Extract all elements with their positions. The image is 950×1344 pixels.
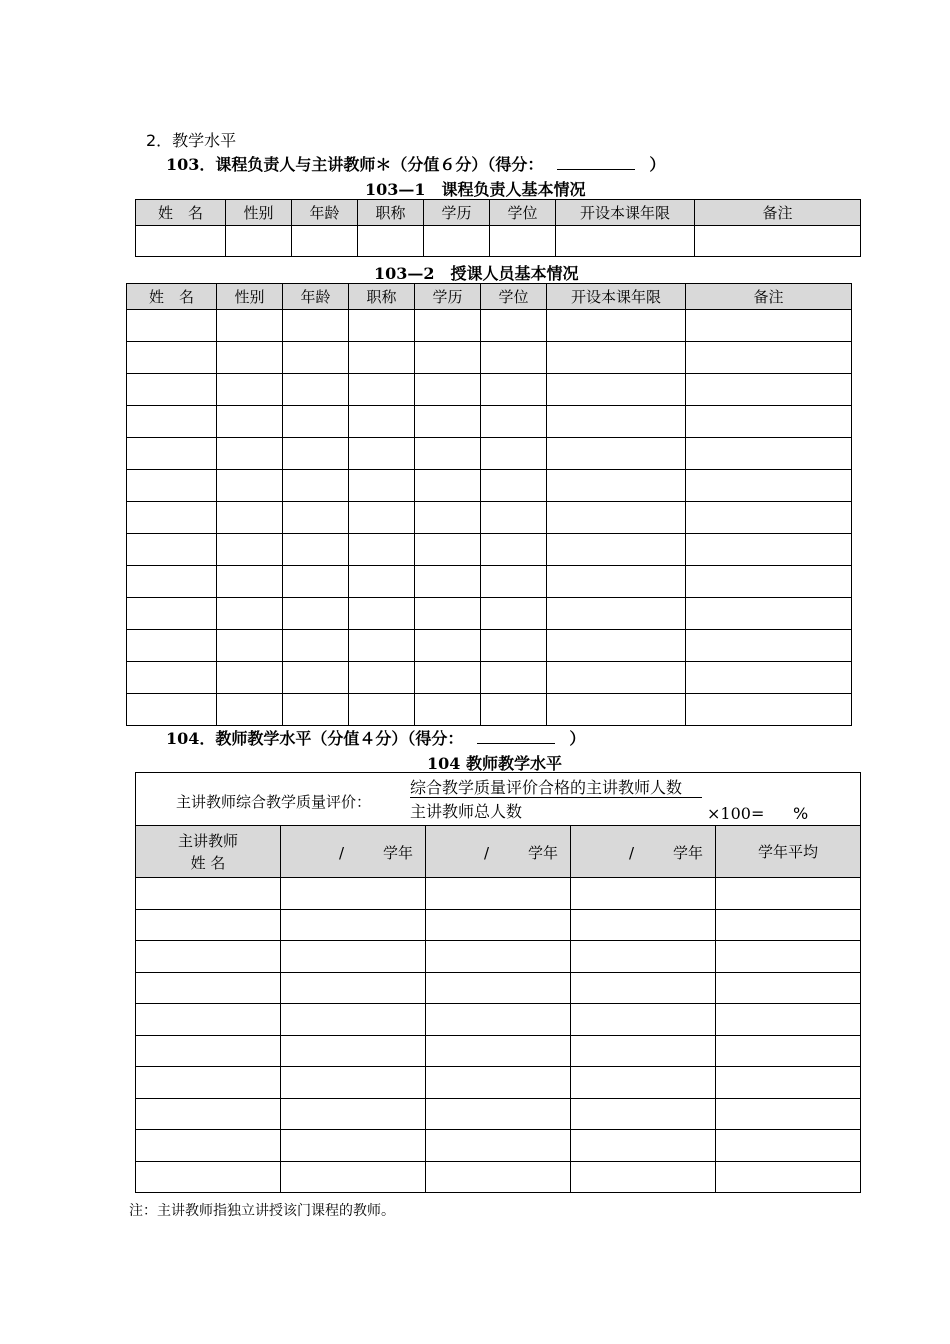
cell[interactable] xyxy=(686,342,852,374)
cell[interactable] xyxy=(686,566,852,598)
cell[interactable] xyxy=(695,226,861,257)
cell[interactable] xyxy=(571,909,716,941)
header-gender: 性别 xyxy=(226,200,292,226)
cell[interactable] xyxy=(349,630,415,662)
table-header xyxy=(136,200,861,226)
cell[interactable] xyxy=(426,972,571,1004)
cell[interactable] xyxy=(415,662,481,694)
cell[interactable] xyxy=(571,1130,716,1162)
cell[interactable] xyxy=(281,1161,426,1193)
cell[interactable] xyxy=(481,374,547,406)
cell[interactable] xyxy=(136,1161,281,1193)
cell[interactable] xyxy=(136,1035,281,1067)
cell[interactable] xyxy=(283,534,349,566)
header-degree: 学位 xyxy=(481,284,547,310)
table-row xyxy=(136,972,861,1004)
header-name: 姓 名 xyxy=(136,200,226,226)
fraction-numerator: 综合教学质量评价合格的主讲教师人数 xyxy=(410,778,683,797)
score-blank-104[interactable] xyxy=(477,729,555,744)
cell[interactable] xyxy=(283,470,349,502)
cell[interactable] xyxy=(349,566,415,598)
cell[interactable] xyxy=(556,226,695,257)
cell[interactable] xyxy=(349,470,415,502)
header-academic-year-2 xyxy=(426,826,571,878)
cell[interactable] xyxy=(716,1098,861,1130)
cell[interactable] xyxy=(415,438,481,470)
header-teacher-name xyxy=(136,826,281,878)
cell[interactable] xyxy=(349,438,415,470)
cell[interactable] xyxy=(686,438,852,470)
cell[interactable] xyxy=(281,1130,426,1162)
cell[interactable] xyxy=(136,226,226,257)
cell[interactable] xyxy=(426,1161,571,1193)
cell[interactable] xyxy=(481,310,547,342)
cell[interactable] xyxy=(547,406,686,438)
cell[interactable] xyxy=(426,1067,571,1099)
header-title: 职称 xyxy=(349,284,415,310)
cell[interactable] xyxy=(686,470,852,502)
cell[interactable] xyxy=(127,502,217,534)
cell[interactable] xyxy=(281,878,426,910)
table-row xyxy=(127,662,852,694)
cell[interactable] xyxy=(127,406,217,438)
table-row xyxy=(136,1161,861,1193)
header-degree: 学位 xyxy=(490,200,556,226)
cell[interactable] xyxy=(217,470,283,502)
footnote: 注：主讲教师指独立讲授该门课程的教师。 xyxy=(129,1203,395,1219)
cell[interactable] xyxy=(283,438,349,470)
year-label: 学年 xyxy=(527,844,558,862)
cell[interactable] xyxy=(571,972,716,1004)
table-row xyxy=(127,502,852,534)
cell[interactable] xyxy=(127,662,217,694)
cell[interactable] xyxy=(349,502,415,534)
cell[interactable] xyxy=(686,694,852,726)
cell[interactable] xyxy=(424,226,490,257)
section-heading: 2．教学水平 xyxy=(146,131,237,150)
header-age: 年龄 xyxy=(292,200,358,226)
header-name: 姓 名 xyxy=(127,284,217,310)
evaluation-row xyxy=(136,773,861,826)
cell[interactable] xyxy=(547,502,686,534)
cell[interactable] xyxy=(547,470,686,502)
cell[interactable] xyxy=(217,694,283,726)
table-row xyxy=(127,534,852,566)
cell[interactable] xyxy=(136,1130,281,1162)
year-label: 学年 xyxy=(672,844,703,862)
table-row xyxy=(127,694,852,726)
cell[interactable] xyxy=(716,1004,861,1036)
cell[interactable] xyxy=(481,534,547,566)
cell[interactable] xyxy=(281,1098,426,1130)
cell[interactable] xyxy=(349,662,415,694)
table-row xyxy=(127,374,852,406)
table-row xyxy=(136,1098,861,1130)
cell[interactable] xyxy=(283,374,349,406)
cell[interactable] xyxy=(127,694,217,726)
table-row xyxy=(127,406,852,438)
cell[interactable] xyxy=(217,598,283,630)
table-body xyxy=(136,878,861,1193)
cell[interactable] xyxy=(547,374,686,406)
cell[interactable] xyxy=(547,566,686,598)
cell[interactable] xyxy=(136,941,281,973)
cell[interactable] xyxy=(481,502,547,534)
cell[interactable] xyxy=(481,694,547,726)
cell[interactable] xyxy=(281,1035,426,1067)
cell[interactable] xyxy=(415,630,481,662)
evaluation-cell xyxy=(136,773,861,826)
cell[interactable] xyxy=(481,438,547,470)
cell[interactable] xyxy=(127,310,217,342)
cell[interactable] xyxy=(292,226,358,257)
cell[interactable] xyxy=(686,502,852,534)
item-103-title xyxy=(166,152,665,175)
table-header xyxy=(127,284,852,310)
cell[interactable] xyxy=(281,941,426,973)
header-year-average: 学年平均 xyxy=(716,826,861,878)
cell[interactable] xyxy=(281,909,426,941)
cell[interactable] xyxy=(283,342,349,374)
percent-sign: % xyxy=(793,804,809,823)
table-row xyxy=(136,1004,861,1036)
cell[interactable] xyxy=(136,1004,281,1036)
cell[interactable] xyxy=(426,1004,571,1036)
cell[interactable] xyxy=(716,1161,861,1193)
cell[interactable] xyxy=(349,342,415,374)
cell[interactable] xyxy=(415,310,481,342)
cell[interactable] xyxy=(686,310,852,342)
item-104-title-text: 104．教师教学水平（分值４分）（得分： xyxy=(166,729,464,748)
cell[interactable] xyxy=(571,1161,716,1193)
year-slash: / xyxy=(629,844,635,862)
table-row xyxy=(127,342,852,374)
header-education: 学历 xyxy=(415,284,481,310)
table-103-2-title: 103—2 授课人员基本情况 xyxy=(374,264,579,283)
header-title: 职称 xyxy=(358,200,424,226)
table-row xyxy=(136,941,861,973)
cell[interactable] xyxy=(426,941,571,973)
cell[interactable] xyxy=(349,694,415,726)
cell[interactable] xyxy=(571,941,716,973)
cell[interactable] xyxy=(547,598,686,630)
cell[interactable] xyxy=(415,502,481,534)
cell[interactable] xyxy=(349,598,415,630)
cell[interactable] xyxy=(281,1004,426,1036)
table-row xyxy=(127,598,852,630)
cell[interactable] xyxy=(136,878,281,910)
cell[interactable] xyxy=(426,1035,571,1067)
table-104 xyxy=(135,772,861,1193)
cell[interactable] xyxy=(349,534,415,566)
cell[interactable] xyxy=(283,630,349,662)
cell[interactable] xyxy=(686,662,852,694)
cell[interactable] xyxy=(716,1130,861,1162)
year-slash: / xyxy=(339,844,345,862)
cell[interactable] xyxy=(283,662,349,694)
cell[interactable] xyxy=(281,972,426,1004)
table-row xyxy=(136,909,861,941)
cell[interactable] xyxy=(571,1004,716,1036)
cell[interactable] xyxy=(283,502,349,534)
cell[interactable] xyxy=(716,1035,861,1067)
table-row xyxy=(127,438,852,470)
cell[interactable] xyxy=(217,438,283,470)
table-row xyxy=(127,310,852,342)
cell[interactable] xyxy=(481,630,547,662)
cell[interactable] xyxy=(217,374,283,406)
header-academic-year-3 xyxy=(571,826,716,878)
cell[interactable] xyxy=(415,598,481,630)
table-row xyxy=(127,566,852,598)
table-103-1 xyxy=(135,199,861,257)
table-row xyxy=(136,226,861,257)
table-body xyxy=(127,310,852,726)
table-row xyxy=(136,1067,861,1099)
header-age: 年龄 xyxy=(283,284,349,310)
cell[interactable] xyxy=(426,909,571,941)
cell[interactable] xyxy=(217,406,283,438)
cell[interactable] xyxy=(547,310,686,342)
item-103-close: ） xyxy=(649,155,666,174)
cell[interactable] xyxy=(127,534,217,566)
cell[interactable] xyxy=(547,662,686,694)
cell[interactable] xyxy=(217,662,283,694)
cell[interactable] xyxy=(283,694,349,726)
cell[interactable] xyxy=(226,226,292,257)
cell[interactable] xyxy=(358,226,424,257)
cell[interactable] xyxy=(481,566,547,598)
year-slash: / xyxy=(484,844,490,862)
header-teacher-line1: 主讲教师 xyxy=(177,831,238,850)
cell[interactable] xyxy=(547,694,686,726)
evaluation-label: 主讲教师综合教学质量评价： xyxy=(176,793,372,811)
header-academic-year-1 xyxy=(281,826,426,878)
cell[interactable] xyxy=(136,1067,281,1099)
item-104-title xyxy=(166,726,585,749)
header-remarks: 备注 xyxy=(695,200,861,226)
cell[interactable] xyxy=(686,534,852,566)
item-104-close: ） xyxy=(569,729,586,748)
cell[interactable] xyxy=(716,909,861,941)
fraction-denominator: 主讲教师总人数 xyxy=(410,802,523,821)
cell[interactable] xyxy=(716,1067,861,1099)
cell[interactable] xyxy=(426,1098,571,1130)
cell[interactable] xyxy=(217,310,283,342)
cell[interactable] xyxy=(415,470,481,502)
cell[interactable] xyxy=(547,630,686,662)
cell[interactable] xyxy=(415,406,481,438)
cell[interactable] xyxy=(127,438,217,470)
cell[interactable] xyxy=(283,598,349,630)
cell[interactable] xyxy=(127,566,217,598)
cell[interactable] xyxy=(426,1130,571,1162)
cell[interactable] xyxy=(481,406,547,438)
cell[interactable] xyxy=(281,1067,426,1099)
item-103-title-text: 103．课程负责人与主讲教师＊（分值６分）（得分： xyxy=(166,155,544,174)
cell[interactable] xyxy=(547,534,686,566)
fraction-bar xyxy=(410,797,702,798)
score-blank-103[interactable] xyxy=(557,155,635,170)
cell[interactable] xyxy=(571,878,716,910)
cell[interactable] xyxy=(415,342,481,374)
cell[interactable] xyxy=(127,342,217,374)
cell[interactable] xyxy=(415,566,481,598)
header-remarks: 备注 xyxy=(686,284,852,310)
cell[interactable] xyxy=(481,662,547,694)
cell[interactable] xyxy=(283,566,349,598)
cell[interactable] xyxy=(217,342,283,374)
cell[interactable] xyxy=(571,1098,716,1130)
cell[interactable] xyxy=(127,598,217,630)
cell[interactable] xyxy=(127,630,217,662)
cell[interactable] xyxy=(686,630,852,662)
table-header xyxy=(136,826,861,878)
table-103-1-title: 103—1 课程负责人基本情况 xyxy=(365,180,586,199)
cell[interactable] xyxy=(547,342,686,374)
table-row xyxy=(136,878,861,910)
header-years: 开设本课年限 xyxy=(556,200,695,226)
cell[interactable] xyxy=(349,406,415,438)
table-103-2 xyxy=(126,283,852,726)
cell[interactable] xyxy=(426,878,571,910)
cell[interactable] xyxy=(547,438,686,470)
cell[interactable] xyxy=(571,1067,716,1099)
header-teacher-line2: 姓 名 xyxy=(190,853,226,872)
table-row xyxy=(136,1035,861,1067)
table-104-title: 104 教师教学水平 xyxy=(427,754,562,773)
cell[interactable] xyxy=(283,310,349,342)
cell[interactable] xyxy=(716,941,861,973)
cell[interactable] xyxy=(415,534,481,566)
cell[interactable] xyxy=(349,310,415,342)
cell[interactable] xyxy=(481,342,547,374)
cell[interactable] xyxy=(136,1098,281,1130)
table-row xyxy=(127,470,852,502)
multiplier: ×100= xyxy=(707,804,765,823)
cell[interactable] xyxy=(217,502,283,534)
cell[interactable] xyxy=(686,406,852,438)
cell[interactable] xyxy=(686,598,852,630)
header-education: 学历 xyxy=(424,200,490,226)
header-gender: 性别 xyxy=(217,284,283,310)
cell[interactable] xyxy=(136,972,281,1004)
cell[interactable] xyxy=(217,630,283,662)
cell[interactable] xyxy=(716,878,861,910)
cell[interactable] xyxy=(217,566,283,598)
cell[interactable] xyxy=(415,374,481,406)
cell[interactable] xyxy=(127,470,217,502)
cell[interactable] xyxy=(481,598,547,630)
cell[interactable] xyxy=(349,374,415,406)
cell[interactable] xyxy=(686,374,852,406)
cell[interactable] xyxy=(283,406,349,438)
cell[interactable] xyxy=(415,694,481,726)
cell[interactable] xyxy=(481,470,547,502)
cell[interactable] xyxy=(716,972,861,1004)
cell[interactable] xyxy=(136,909,281,941)
table-row xyxy=(136,1130,861,1162)
cell[interactable] xyxy=(127,374,217,406)
year-label: 学年 xyxy=(382,844,413,862)
cell[interactable] xyxy=(490,226,556,257)
cell[interactable] xyxy=(571,1035,716,1067)
cell[interactable] xyxy=(217,534,283,566)
header-years: 开设本课年限 xyxy=(547,284,686,310)
table-row xyxy=(127,630,852,662)
